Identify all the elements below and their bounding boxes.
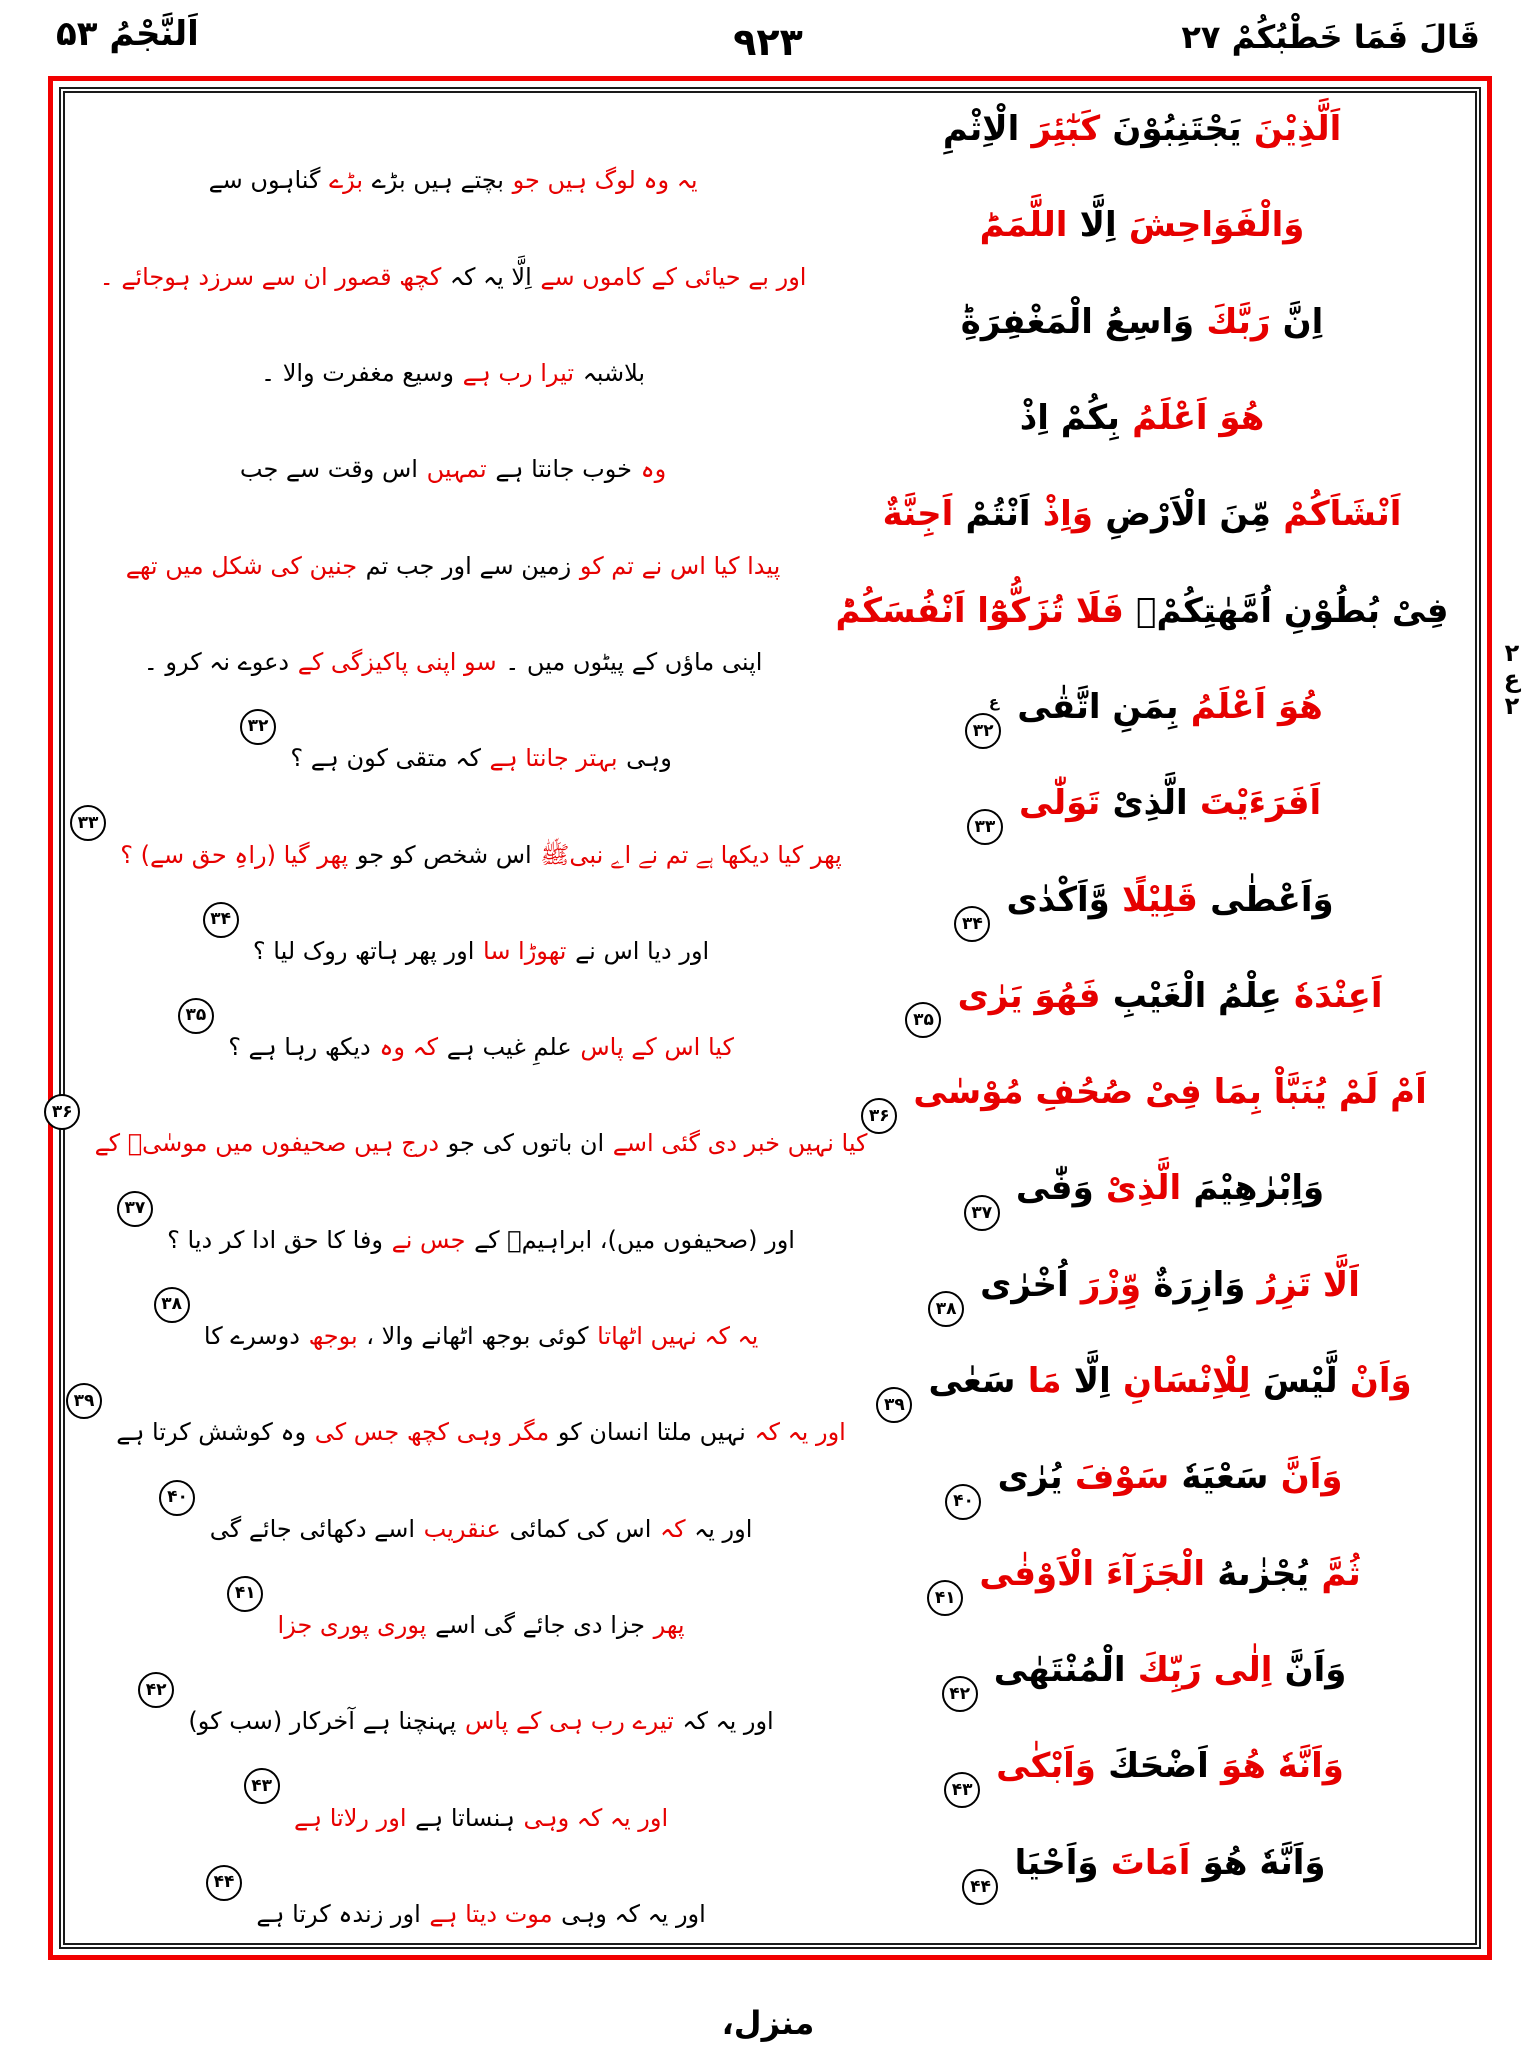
urdu-translation-line [81, 488, 825, 584]
text-segment: وَاَحْیَا [1014, 1842, 1099, 1883]
text-segment: پوری پوری جزا [277, 1611, 427, 1639]
verse-number-badge: ۳۶ [44, 1094, 80, 1130]
text-segment: تھوڑا سا [483, 936, 567, 965]
text-segment: اور یہ کہ وہی [561, 1899, 706, 1928]
text-segment: اِلَّا [1073, 1361, 1111, 1402]
text-segment: کہ متقی کون ہے ؟ [290, 744, 481, 773]
verse-number-badge: ۳۹ [876, 1387, 912, 1423]
urdu-translation-line [73, 1355, 846, 1451]
verse-row [81, 296, 1459, 392]
urdu-translation-line [81, 1451, 825, 1547]
text-segment: دیکھ رہا ہے ؟ [228, 1033, 371, 1062]
text-segment: پہنچنا ہے آخرکار (سب کو) [188, 1707, 457, 1736]
arabic-verse-line [825, 1837, 1459, 1933]
text-segment: تمہیں [426, 455, 487, 484]
arabic-verse-line [825, 777, 1459, 873]
text-segment: ان باتوں کی جو [447, 1129, 605, 1158]
text-segment: بوجھ [308, 1322, 358, 1351]
urdu-translation-line [81, 681, 825, 777]
verse-number-badge: ۳۳ [967, 809, 1003, 845]
urdu-translation-line [81, 103, 825, 199]
text-segment: تَوَلّٰى [1018, 783, 1101, 824]
text-segment: علمِ غیب ہے [446, 1033, 572, 1062]
text-segment: وِّزْرَ [1080, 1264, 1142, 1305]
text-segment: اَلَّا تَزِرُ [1257, 1264, 1360, 1305]
verse-row [81, 1259, 1459, 1355]
urdu-translation-line [81, 1259, 825, 1355]
text-segment: یُرٰى [997, 1457, 1063, 1498]
text-segment: موت دیتا ہے [429, 1899, 553, 1928]
text-segment: یُجْزٰىهُ [1217, 1553, 1310, 1594]
arabic-verse-line [825, 296, 1459, 392]
text-segment: اور دیا اس نے [575, 936, 710, 965]
text-segment: ہنساتا ہے [415, 1803, 515, 1832]
text-segment: لَّیْسَ [1262, 1361, 1338, 1402]
verse-number-badge: ۳۶ [861, 1098, 897, 1134]
arabic-verse-line [825, 1644, 1459, 1740]
ruku-margin-marker [1492, 640, 1532, 719]
text-segment: اور رلاتا ہے [293, 1803, 407, 1832]
verse-number-badge: ۴۱ [227, 1576, 263, 1612]
text-segment: اُخْرٰى [980, 1264, 1069, 1305]
arabic-verse-line [825, 103, 1459, 199]
text-segment: كَبٰٓئِرَ [1031, 109, 1101, 149]
text-segment: یہ وہ لوگ ہیں جو [512, 166, 698, 195]
arabic-verse-line [825, 1259, 1459, 1355]
verse-number-badge: ۳۳ [70, 805, 106, 841]
text-segment: اِنَّ [1282, 301, 1324, 342]
text-segment: پھر گیا (راہِ حق سے) ؟ [120, 840, 349, 869]
text-segment: رَبَّكَ [1206, 301, 1271, 342]
text-segment: دعوے نہ کرو ۔ [143, 647, 290, 676]
text-segment: سَعٰى [928, 1361, 1016, 1402]
text-segment: مِّنَ الْاَرْضِ [1105, 494, 1271, 535]
text-segment: هُوَ اَعْلَمُ [1190, 686, 1323, 727]
text-segment: وَاَنَّهٗ هُوَ [1221, 1746, 1344, 1787]
text-segment: اور زندہ کرتا ہے [256, 1899, 421, 1928]
text-segment: زمین سے اور جب تم [365, 551, 572, 580]
urdu-translation-line [81, 296, 825, 392]
text-segment: تیرے رب ہی کے پاس [464, 1707, 674, 1736]
text-segment: درج ہیں صحیفوں میں موسٰیؑ کے [94, 1129, 439, 1158]
text-segment: پھر کیا دیکھا ہے تم نے اے نبیﷺ [540, 840, 842, 869]
text-segment: وہ [640, 455, 667, 484]
text-segment: وَاَعْطٰى [1210, 879, 1334, 920]
urdu-translation-line [81, 874, 825, 970]
verse-row [81, 103, 1459, 199]
urdu-translation-line [81, 1548, 825, 1644]
arabic-verse-line [825, 1548, 1459, 1644]
verse-number-badge: ۳۵ [178, 998, 214, 1034]
text-segment: کہ [660, 1514, 686, 1543]
text-segment: لِلْاِنْسَانِ [1122, 1361, 1251, 1402]
text-segment: اَنْشَاَكُمْ [1283, 494, 1402, 535]
urdu-translation-line [81, 1162, 825, 1258]
verse-row [81, 1548, 1459, 1644]
text-segment: اور یہ کہ [754, 1418, 846, 1447]
ruku-count-bottom: ۲ [1504, 691, 1520, 720]
outer-red-frame [48, 76, 1492, 1960]
text-segment: مَا [1027, 1361, 1062, 1402]
text-segment: وہ کوشش کرتا ہے [116, 1418, 307, 1447]
text-segment: اَمْ لَمْ يُنَبَّاْ بِمَا فِیْ صُحُفِ مُوْسٰى [913, 1072, 1427, 1113]
arabic-verse-line [825, 1066, 1459, 1162]
verse-number-badge: ۴۲ [138, 1672, 174, 1708]
arabic-verse-line [825, 681, 1459, 777]
text-segment: سو اپنی پاکیزگی کے [297, 647, 497, 676]
urdu-translation-line [51, 1066, 868, 1162]
text-segment: کیا اس کے پاس [580, 1033, 734, 1062]
text-segment: ثُمَّ [1321, 1553, 1361, 1594]
text-segment: وَفّٰى [1015, 1168, 1094, 1209]
text-segment: يَجْتَنِبُوْنَ [1112, 109, 1242, 149]
text-segment: نہیں ملتا انسان کو [557, 1418, 746, 1447]
text-segment: هُوَ اَعْلَمُ [1132, 397, 1265, 438]
urdu-translation-line [81, 970, 825, 1066]
text-segment: سَوْفَ [1074, 1457, 1170, 1498]
text-segment: اِلَّا یہ کہ [449, 262, 532, 291]
text-segment: الْمُنْتَهٰى [993, 1650, 1126, 1690]
verse-number-badge: ۳۸ [928, 1291, 964, 1327]
verse-row [81, 1837, 1459, 1933]
text-segment: بلاشبہ [582, 358, 646, 387]
verse-row [77, 777, 1459, 873]
verse-row [81, 874, 1459, 970]
urdu-translation-line [81, 199, 825, 295]
text-segment: الَّذِیْ [1105, 1168, 1182, 1209]
verse-row [81, 1451, 1459, 1547]
text-segment: جس نے [391, 1225, 466, 1254]
text-segment: وَاَنَّ [1280, 1457, 1343, 1498]
verse-row [73, 1355, 1459, 1451]
arabic-verse-line [825, 1355, 1459, 1451]
text-segment: اَجِنَّةٌ [882, 494, 954, 535]
text-segment: اِلٰى رَبِّكَ [1137, 1650, 1273, 1690]
urdu-translation-line [81, 585, 825, 681]
verse-number-badge: ۳۷ [117, 1191, 153, 1227]
text-segment: اور (صحیفوں میں)، ابراہیمؑ کے [474, 1225, 795, 1254]
text-segment: اَلَّذِيْنَ [1253, 109, 1342, 149]
text-segment: وہی [626, 744, 672, 773]
text-segment: اور پھر ہاتھ روک لیا ؟ [252, 936, 475, 965]
urdu-translation-line [81, 1740, 825, 1836]
verse-row [81, 585, 1459, 681]
text-segment: اَمَاتَ [1110, 1842, 1191, 1883]
verse-row [81, 392, 1459, 488]
text-segment: جزا دی جائے گی اسے [435, 1611, 645, 1639]
verse-row [81, 199, 1459, 295]
text-segment: اس کی کمائی [509, 1514, 652, 1543]
text-segment: اور یہ کہ [682, 1707, 774, 1736]
verse-number-badge: ۳۷ [964, 1195, 1000, 1231]
arabic-verse-line [825, 1740, 1459, 1836]
text-segment: اِلَّا [1079, 205, 1117, 246]
text-segment: قَلِیْلًا [1122, 879, 1198, 920]
surah-title: اَلنَّجْمُ ۵۳ [56, 14, 199, 54]
text-segment: اَعِنْدَهٗ [1294, 975, 1383, 1016]
arabic-verse-line [825, 199, 1459, 295]
text-segment: اَنْتُمْ [965, 494, 1031, 535]
text-segment: گناہوں سے [208, 166, 321, 195]
text-segment: وَاِذْ [1042, 494, 1093, 535]
text-segment: الْجَزَآءَ الْاَوْفٰى [979, 1553, 1206, 1594]
urdu-translation-line [81, 1644, 825, 1740]
text-segment: وَازِرَةٌ [1153, 1264, 1246, 1305]
ain-ruku-icon: ع [1503, 665, 1521, 694]
text-segment: بِكُمْ اِذْ [1019, 397, 1120, 438]
text-segment: اللَّمَمَؕ [979, 205, 1068, 246]
arabic-verse-line [825, 392, 1459, 488]
verse-number-badge: ۴۴ [962, 1869, 998, 1905]
verse-number-badge: ۳۲ ع [965, 713, 1001, 749]
arabic-verse-line [825, 874, 1459, 970]
text-segment: دوسرے کا [203, 1322, 300, 1351]
juz-title: قَالَ فَمَا خَطْبُكُمْ ۲۷ [1181, 18, 1480, 56]
text-segment: عِلْمُ الْغَیْبِ [1112, 975, 1282, 1016]
verse-number-badge: ۳۲ [240, 709, 276, 745]
verse-row [81, 1162, 1459, 1258]
text-segment: بڑے [329, 166, 364, 195]
verse-number-badge: ۳۴ [954, 906, 990, 942]
text-segment: وَاَنَّ [1284, 1650, 1347, 1690]
arabic-verse-line [825, 1451, 1459, 1547]
verse-row [81, 970, 1459, 1066]
text-segment: کہ وہ [379, 1033, 439, 1062]
verse-row [81, 488, 1459, 584]
urdu-translation-line [81, 1837, 825, 1933]
verse-row [81, 1740, 1459, 1836]
text-segment: وَاَنَّهٗ هُوَ [1202, 1842, 1326, 1883]
inner-black-frame [51, 87, 1481, 1949]
text-segment: اور بے حیائی کے کاموں سے [540, 262, 807, 291]
page-number: ٩٢٣ [733, 20, 803, 64]
text-segment: پھر [653, 1611, 685, 1639]
text-segment: وفا کا حق ادا کر دیا ؟ [167, 1225, 383, 1254]
text-segment: عنقریب [423, 1514, 501, 1543]
verse-row [51, 1066, 1459, 1162]
text-segment: اسے دکھائی جائے گی [209, 1514, 415, 1543]
verse-number-badge: ۴۳ [244, 1768, 280, 1804]
verse-number-badge: ۴۱ [927, 1580, 963, 1616]
text-segment: وَّاَكْدٰى [1006, 879, 1110, 920]
text-segment: فَهُوَ يَرٰى [957, 975, 1101, 1016]
text-segment: الْاِثْمِ [942, 109, 1020, 149]
urdu-translation-line [77, 777, 842, 873]
text-segment: جنین کی شکل میں تھے [125, 551, 358, 580]
page-header [50, 8, 1486, 72]
text-segment: بچتے ہیں بڑے [371, 166, 504, 195]
verses-container [51, 103, 1459, 1933]
text-segment: یہ کہ نہیں اٹھاتا [597, 1322, 759, 1351]
arabic-verse-line [825, 488, 1459, 584]
text-segment: وسیع مغفرت والا ۔ [261, 358, 455, 387]
text-segment: کیا نہیں خبر دی گئی اسے [612, 1129, 868, 1158]
text-segment: پیدا کیا اس نے تم کو [579, 551, 781, 580]
verse-number-badge: ۴۰ [945, 1484, 981, 1520]
verse-number-badge: ۴۰ [159, 1480, 195, 1516]
text-segment: وَاَنْ [1349, 1361, 1412, 1402]
verse-number-badge: ۳۴ [203, 902, 239, 938]
text-segment: بِمَنِ اتَّقٰى [1017, 686, 1179, 727]
verse-number-badge: ۳۹ [66, 1383, 102, 1419]
text-segment: کوئی بوجھ اٹھانے والا ، [366, 1322, 589, 1351]
text-segment: اپنی ماؤں کے پیٹوں میں ۔ [505, 647, 763, 676]
text-segment: اور یہ [694, 1514, 753, 1543]
verse-row [81, 1644, 1459, 1740]
text-segment: سَعْیَهٗ [1181, 1457, 1269, 1498]
text-segment: اور یہ کہ وہی [523, 1803, 669, 1832]
arabic-verse-line [825, 1162, 1459, 1258]
verse-number-badge: ۴۲ [942, 1676, 978, 1712]
verse-number-badge: ۴۳ [944, 1772, 980, 1808]
text-segment: وَاَبْكٰى [996, 1746, 1096, 1787]
text-segment: وَاسِعُ الْمَغْفِرَةِؕ [960, 301, 1195, 342]
text-segment: خوب جانتا ہے [495, 455, 632, 484]
text-segment: کچھ قصور ان سے سرزد ہوجائے ۔ [99, 262, 442, 291]
text-segment: مگر وہی کچھ جس کی [314, 1418, 550, 1447]
verse-number-badge: ۳۵ [905, 1002, 941, 1038]
ruku-count-top: ۲ [1504, 639, 1520, 667]
text-segment: وَالْفَوَاحِشَ [1128, 205, 1305, 246]
text-segment: فَلَا تُزَكُّوْٓا اَنْفُسَكُمْؕ [835, 590, 1124, 631]
text-segment: تیرا رب ہے [462, 358, 575, 387]
arabic-verse-line [825, 585, 1459, 681]
ruku-end-mark: ع [988, 693, 1000, 712]
text-segment: الَّذِیْ [1112, 783, 1188, 824]
verse-row [81, 681, 1459, 777]
text-segment: فِیْ بُطُوْنِ اُمَّهٰتِكُمْۚ [1136, 590, 1449, 631]
arabic-verse-line [825, 970, 1459, 1066]
verse-number-badge: ۴۴ [206, 1865, 242, 1901]
text-segment: اس وقت سے جب [239, 455, 418, 484]
text-segment: اس شخص کو جو [356, 840, 532, 869]
verse-number-badge: ۳۸ [154, 1287, 190, 1323]
urdu-translation-line [81, 392, 825, 488]
text-segment: بہتر جانتا ہے [489, 744, 618, 773]
text-segment: وَاِبْرٰهِیْمَ [1193, 1168, 1325, 1209]
text-segment: اَضْحَكَ [1108, 1746, 1209, 1787]
text-segment: اَفَرَءَيْتَ [1199, 783, 1322, 824]
catchword: منزل، [721, 2004, 815, 2042]
